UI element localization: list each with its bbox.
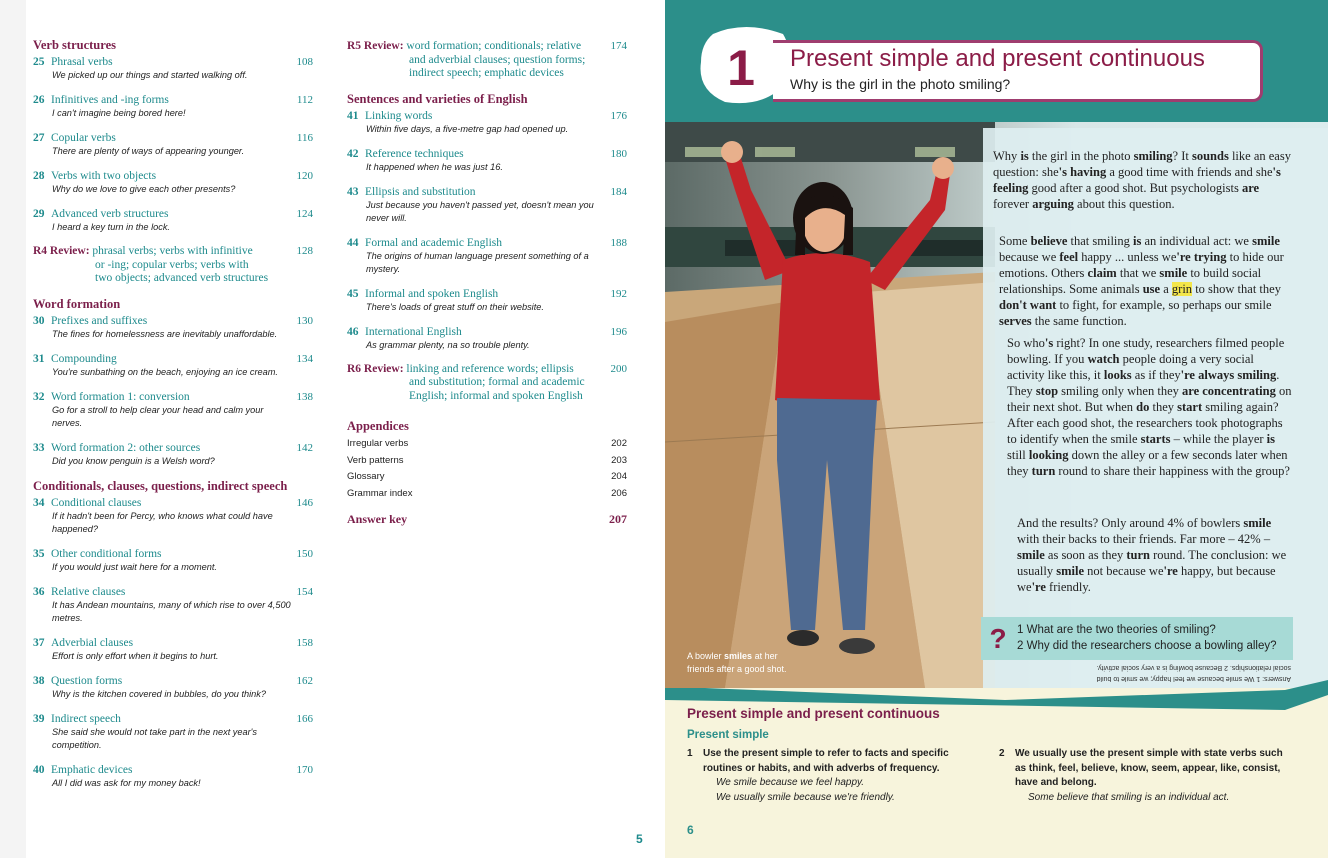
verb-highlight: looks — [1103, 368, 1132, 382]
article-paragraph-4 — [1017, 515, 1293, 595]
article-text: as if they — [1131, 368, 1181, 382]
verb-highlight: stop — [1035, 384, 1059, 398]
verb-highlight: smiling — [1133, 149, 1173, 163]
article-paragraph-3 — [1007, 335, 1293, 479]
page-ref: 188 — [610, 236, 627, 249]
review-label: R6 Review: — [347, 362, 404, 375]
page-ref: 120 — [296, 170, 313, 182]
unit-number: 32 — [33, 390, 45, 403]
unit-example: She said she would not take part in the next year's competition. — [52, 726, 258, 750]
article-text: still — [1007, 448, 1029, 462]
review-entry-r6[interactable] — [347, 363, 637, 404]
page-ref: 142 — [296, 441, 313, 454]
appendix-item[interactable] — [347, 453, 637, 470]
article-text: round to share their happiness with the group? — [1055, 464, 1290, 478]
section-title: Conditionals, clauses, questions, indirect speech — [33, 478, 288, 493]
unit-example: Just because you haven't passed yet, doesn't mean you never will. — [366, 199, 594, 223]
rule-text: have and belong. — [1015, 777, 1097, 788]
page-ref: 112 — [296, 94, 313, 106]
unit-title: Indirect speech — [51, 712, 121, 725]
page-ref: 192 — [610, 287, 627, 300]
unit-number: 29 — [33, 208, 45, 220]
unit-number: 25 — [33, 56, 45, 68]
page-ref: 180 — [610, 147, 627, 160]
grammar-section-title: Present simple and present continuous — [687, 706, 940, 721]
unit-title: Emphatic devices — [51, 763, 133, 776]
verb-highlight: smile — [1159, 266, 1188, 280]
unit-example: It happened when he was just 16. — [366, 161, 503, 172]
unit-title: Verbs with two objects — [51, 170, 157, 182]
answer-key-entry[interactable] — [347, 512, 637, 527]
page-ref: 116 — [296, 132, 313, 144]
unit-title: Relative clauses — [51, 585, 126, 598]
unit-title: Reference techniques — [365, 147, 464, 160]
appendix-label: Glossary — [347, 471, 385, 482]
unit-example: It has Andean mountains, many of which rise to over 4,500 metres. — [52, 599, 291, 623]
unit-number: 39 — [33, 712, 45, 725]
rule-example: We smile because we feel happy. — [716, 777, 865, 788]
page-ref: 170 — [296, 763, 313, 776]
article-text: on their next shot. But when — [1007, 384, 1292, 414]
photo-caption — [687, 650, 807, 675]
verb-highlight: use — [1142, 282, 1161, 296]
article-text: a — [1160, 282, 1172, 296]
verb-highlight: watch — [1087, 352, 1120, 366]
contents-entry[interactable] — [33, 55, 323, 82]
verb-highlight: 're always smiling — [1180, 368, 1277, 382]
unit-number: 34 — [33, 496, 45, 509]
review-text: indirect speech; emphatic devices — [409, 67, 564, 79]
unit-title: Other conditional forms — [51, 547, 162, 560]
verb-highlight: claim — [1087, 266, 1117, 280]
article-text: – while the player — [1170, 432, 1267, 446]
page-number: 6 — [687, 823, 694, 837]
unit-number: 31 — [33, 352, 45, 365]
page-ref: 204 — [611, 471, 627, 482]
unit-title: International English — [365, 325, 462, 338]
contents-column-1 — [33, 38, 323, 801]
verb-highlight: 's feeling — [993, 165, 1281, 195]
unit-example: I heard a key turn in the lock. — [52, 222, 170, 232]
unit-number: 44 — [347, 236, 359, 249]
rule-text: We usually use the present simple with state verbs such — [1015, 748, 1283, 759]
article-text: And the results? Only around 4% of bowlers — [1017, 516, 1244, 530]
page-ref: 146 — [296, 496, 313, 509]
rule-text: routines or habits, and with adverbs of frequency. — [703, 762, 940, 774]
page-ref: 162 — [296, 674, 313, 687]
page-ref: 150 — [296, 547, 313, 560]
verb-highlight: grin — [1171, 282, 1193, 296]
appendix-item[interactable] — [347, 436, 637, 453]
unit-number: 36 — [33, 585, 45, 598]
article-text: happy ... unless we — [1078, 250, 1177, 264]
article-text: they — [1149, 400, 1178, 414]
unit-number: 30 — [33, 314, 45, 327]
article-text: to build social relationships. Some animals — [999, 266, 1262, 296]
article-text: not because we — [1084, 564, 1164, 578]
unit-title: Phrasal verbs — [51, 56, 113, 68]
article-text: smiling again? After each good shot, the researchers took photographs to identify when the smile — [1007, 400, 1283, 446]
review-text: and substitution; formal and academic — [409, 376, 585, 388]
verb-highlight: feel — [1059, 250, 1079, 264]
rule-example: Some believe that smiling is an individual act. — [1028, 791, 1230, 803]
article-text: a good time with friends and she — [1106, 165, 1273, 179]
unit-title: Copular verbs — [51, 132, 116, 144]
review-label: R5 Review: — [347, 40, 404, 52]
question-mark-icon: ? — [989, 623, 1007, 654]
verb-highlight: 's — [1044, 336, 1054, 350]
review-entry-r4[interactable] — [33, 245, 323, 286]
article-text: that we — [1116, 266, 1160, 280]
unit-title: Present simple and present continuous — [790, 45, 1205, 72]
unit-example: Why is the kitchen covered in bubbles, do you think? — [52, 688, 266, 699]
page-ref: 158 — [296, 636, 313, 649]
unit-example: The fines for homelessness are inevitably unaffordable. — [52, 328, 278, 339]
contents-entry[interactable] — [33, 131, 323, 158]
contents-column-2 — [347, 38, 637, 527]
unit-example: Effort is only effort when it begins to hurt. — [52, 650, 219, 661]
contents-entry[interactable] — [347, 185, 637, 225]
article-text: . They — [1007, 368, 1280, 398]
question-2: 2 Why did the researchers choose a bowling alley? — [1017, 640, 1277, 652]
verb-highlight: believe — [1030, 234, 1068, 248]
unit-title: Word formation 1: conversion — [51, 390, 190, 403]
article-paragraph-2 — [999, 233, 1295, 329]
verb-highlight: smile — [1056, 564, 1085, 578]
article-text: friendly. — [1045, 580, 1091, 594]
question-1: 1 What are the two theories of smiling? — [1017, 624, 1216, 636]
verb-highlight: looking — [1028, 448, 1069, 462]
unit-title: Conditional clauses — [51, 496, 142, 509]
unit-example: Go for a stroll to help clear your head and calm your nerves. — [52, 404, 264, 428]
answer-key-label: Answer key — [347, 512, 408, 526]
verb-highlight: do — [1136, 400, 1150, 414]
verb-highlight: smile — [1252, 234, 1280, 248]
contents-entry[interactable] — [33, 93, 323, 120]
article-text: Why — [993, 149, 1021, 163]
grammar-rule-2 — [999, 747, 1314, 805]
rule-text: as think, feel, believe, know, seem, appear, like, consist, — [1015, 762, 1281, 774]
page-number: 5 — [636, 832, 643, 846]
verb-highlight: don't want — [999, 298, 1057, 312]
verb-highlight: 're trying — [1176, 250, 1227, 264]
contents-entry[interactable] — [33, 547, 323, 574]
article-text: Some — [999, 234, 1031, 248]
section-title: Sentences and varieties of English — [347, 91, 528, 106]
verb-highlight: serves — [999, 314, 1032, 328]
unit-title: Question forms — [51, 674, 123, 687]
unit-number: 28 — [33, 170, 45, 182]
appendix-label: Irregular verbs — [347, 438, 409, 449]
article-text: to show that they — [1192, 282, 1281, 296]
page-ref: 134 — [296, 352, 313, 365]
unit-title: Ellipsis and substitution — [365, 185, 476, 198]
appendix-item[interactable] — [347, 486, 637, 503]
page-ref: 203 — [611, 454, 627, 466]
article-text: people doing a very social activity like this, it — [1007, 352, 1254, 382]
caption-text: A bowler — [687, 651, 722, 661]
article-text: that smiling — [1067, 234, 1134, 248]
article-text: happy, but because we — [1017, 564, 1276, 594]
review-text: word formation; conditionals; relative — [406, 40, 582, 52]
unit-title: Adverbial clauses — [51, 636, 134, 649]
page-ref: 154 — [296, 585, 313, 598]
unit-example: All I did was ask for my money back! — [52, 777, 201, 788]
article-text: because we — [999, 250, 1060, 264]
verb-highlight: is — [1133, 234, 1142, 248]
appendices-title: Appendices — [347, 419, 409, 433]
article-text: right? In one study, researchers filmed people bowling. If you — [1007, 336, 1285, 366]
contents-entry[interactable] — [347, 109, 637, 136]
unit-example: I can't imagine being bored here! — [52, 108, 186, 118]
contents-entry[interactable] — [33, 636, 323, 663]
verb-highlight: is — [1266, 432, 1276, 446]
article-text: as soon as they — [1044, 548, 1127, 562]
contents-entry[interactable] — [33, 352, 323, 379]
article-text: about this question. — [1073, 197, 1175, 211]
unit-title: Advanced verb structures — [51, 208, 169, 220]
verb-highlight: 're — [1031, 580, 1046, 594]
unit-title: Infinitives and -ing forms — [51, 94, 169, 106]
article-text: with their backs to their friends. Far more – 42% – — [1017, 532, 1271, 546]
review-text: two objects; advanced verb structures — [95, 272, 269, 284]
grammar-subsection-title: Present simple — [687, 729, 769, 741]
caption-bold: smiles — [724, 651, 753, 661]
chapter-number: 1 — [727, 40, 755, 96]
unit-number: 35 — [33, 547, 45, 560]
unit-example: The origins of human language present something of a mystery. — [366, 250, 589, 274]
page-ref: 166 — [296, 712, 313, 725]
unit-title: Word formation 2: other sources — [51, 441, 201, 454]
appendix-item[interactable] — [347, 469, 637, 486]
unit-number: 43 — [347, 185, 359, 198]
section-title: Word formation — [33, 296, 121, 311]
unit-number: 40 — [33, 763, 45, 776]
appendix-label: Verb patterns — [347, 454, 404, 466]
appendix-label: Grammar index — [347, 487, 413, 499]
unit-number: 45 — [347, 287, 359, 300]
unit-title: Linking words — [365, 109, 433, 122]
unit-example: There's loads of great stuff on their website. — [366, 301, 544, 312]
rule-number: 1 — [687, 748, 693, 759]
grammar-rule-1 — [687, 747, 987, 805]
unit-example: Why do we love to give each other presents? — [52, 184, 236, 194]
article-text: down the alley or a few seconds later when they — [1007, 448, 1288, 478]
verb-highlight: smile — [1017, 548, 1045, 562]
review-label: R4 Review: — [33, 245, 90, 257]
page-ref: 174 — [610, 40, 627, 52]
article-text: forever — [993, 197, 1033, 211]
caption-text: at her friends after a good shot. — [687, 651, 787, 674]
article-text: an individual act: we — [1141, 234, 1253, 248]
contents-entry[interactable] — [33, 314, 323, 341]
unit-title: Informal and spoken English — [365, 287, 499, 300]
unit-example: We picked up our things and started walking off. — [52, 70, 248, 80]
article-text: ? It — [1172, 149, 1192, 163]
review-text: and adverbial clauses; question forms; — [409, 53, 586, 66]
verb-highlight: smile — [1243, 516, 1272, 530]
page-ref: 128 — [296, 245, 313, 257]
article-text: to fight, for example, so perhaps our smile — [1056, 298, 1272, 312]
article-text: like an easy question: she — [993, 149, 1291, 179]
contents-entry[interactable] — [33, 390, 323, 430]
verb-highlight: turn — [1126, 548, 1150, 562]
unit-page — [665, 0, 1328, 858]
answers-line: Answers: 1 We smile because we feel happy; we smile to build — [1096, 675, 1291, 682]
unit-number: 26 — [33, 94, 45, 106]
page-ref: 196 — [610, 325, 627, 338]
page-ref: 200 — [610, 362, 627, 375]
rule-text: Use the present simple to refer to facts and specific — [703, 748, 949, 759]
verb-highlight: sounds — [1191, 149, 1229, 163]
page-ref: 130 — [296, 314, 313, 327]
page-ref: 184 — [610, 185, 627, 198]
contents-entry[interactable] — [33, 441, 323, 468]
contents-entry[interactable] — [347, 236, 637, 276]
page-ref: 202 — [611, 438, 627, 449]
unit-example: Within five days, a five-metre gap had opened up. — [366, 123, 569, 134]
unit-number: 38 — [33, 674, 45, 687]
verb-highlight: are concentrating — [1182, 384, 1276, 398]
verb-highlight: are — [1241, 181, 1260, 195]
article-text: smiling only when they — [1058, 384, 1182, 398]
page-ref: 206 — [611, 487, 627, 499]
review-text: or -ing; copular verbs; verbs with — [95, 258, 249, 271]
unit-number: 42 — [347, 147, 359, 160]
verb-highlight: start — [1177, 400, 1203, 414]
review-text: English; informal and spoken English — [409, 389, 583, 402]
unit-example: You're sunbathing on the beach, enjoying an ice cream. — [52, 366, 278, 377]
verb-highlight: arguing — [1032, 197, 1074, 211]
unit-example: There are plenty of ways of appearing younger. — [52, 146, 245, 156]
verb-highlight: is — [1020, 149, 1029, 163]
contents-entry[interactable] — [33, 712, 323, 752]
unit-number: 37 — [33, 636, 45, 649]
page-ref: 207 — [609, 512, 627, 526]
unit-number: 27 — [33, 132, 45, 144]
verb-highlight: 's having — [1058, 165, 1107, 179]
unit-example: As grammar plenty, na so trouble plenty. — [366, 339, 530, 350]
article-text: So who — [1007, 336, 1045, 350]
unit-number: 41 — [347, 109, 359, 122]
page-ref: 138 — [296, 390, 313, 403]
contents-entry[interactable] — [33, 207, 323, 234]
article-text: good after a good shot. But psychologists — [1028, 181, 1242, 195]
review-entry-r5[interactable] — [347, 40, 637, 81]
unit-number: 46 — [347, 325, 359, 338]
upside-down-answers — [1051, 662, 1291, 684]
article-text: the same function. — [1031, 314, 1127, 328]
unit-example: If you would just wait here for a moment. — [52, 561, 217, 572]
verb-highlight: 're — [1163, 564, 1178, 578]
rule-number: 2 — [999, 748, 1005, 759]
contents-entry[interactable] — [33, 169, 323, 196]
section-title: Verb structures — [33, 38, 116, 52]
page-ref: 176 — [610, 109, 627, 122]
review-text: linking and reference words; ellipsis — [406, 362, 574, 375]
contents-entry[interactable] — [33, 585, 323, 625]
contents-entry[interactable] — [347, 147, 637, 174]
page-ref: 108 — [296, 56, 313, 68]
review-text: phrasal verbs; verbs with infinitive — [92, 245, 253, 257]
unit-example: Did you know penguin is a Welsh word? — [52, 455, 215, 466]
contents-entry[interactable] — [33, 496, 323, 536]
article-text: the girl in the photo — [1028, 149, 1134, 163]
unit-example: If it hadn't been for Percy, who knows what could have happened? — [52, 510, 273, 534]
rule-example: We usually smile because we're friendly. — [716, 791, 895, 803]
contents-entry[interactable] — [33, 674, 323, 701]
verb-highlight: starts — [1140, 432, 1171, 446]
page-ref: 124 — [296, 208, 313, 220]
contents-entry[interactable] — [347, 287, 637, 314]
article-text: round. The conclusion: we usually — [1017, 548, 1287, 578]
unit-number: 33 — [33, 441, 45, 454]
unit-title: Prefixes and suffixes — [51, 314, 148, 327]
unit-title: Compounding — [51, 352, 117, 365]
contents-entry[interactable] — [33, 763, 323, 790]
answers-line: social relationships. 2 Because bowling is a very social activity. — [1096, 664, 1291, 671]
page-gutter — [0, 0, 26, 858]
unit-title: Formal and academic English — [365, 236, 503, 249]
article-paragraph-1 — [993, 148, 1293, 212]
unit-subtitle: Why is the girl in the photo smiling? — [790, 76, 1011, 92]
verb-highlight: turn — [1031, 464, 1056, 478]
contents-entry[interactable] — [347, 325, 637, 352]
article-text: to hide our emotions. Others — [999, 250, 1284, 280]
